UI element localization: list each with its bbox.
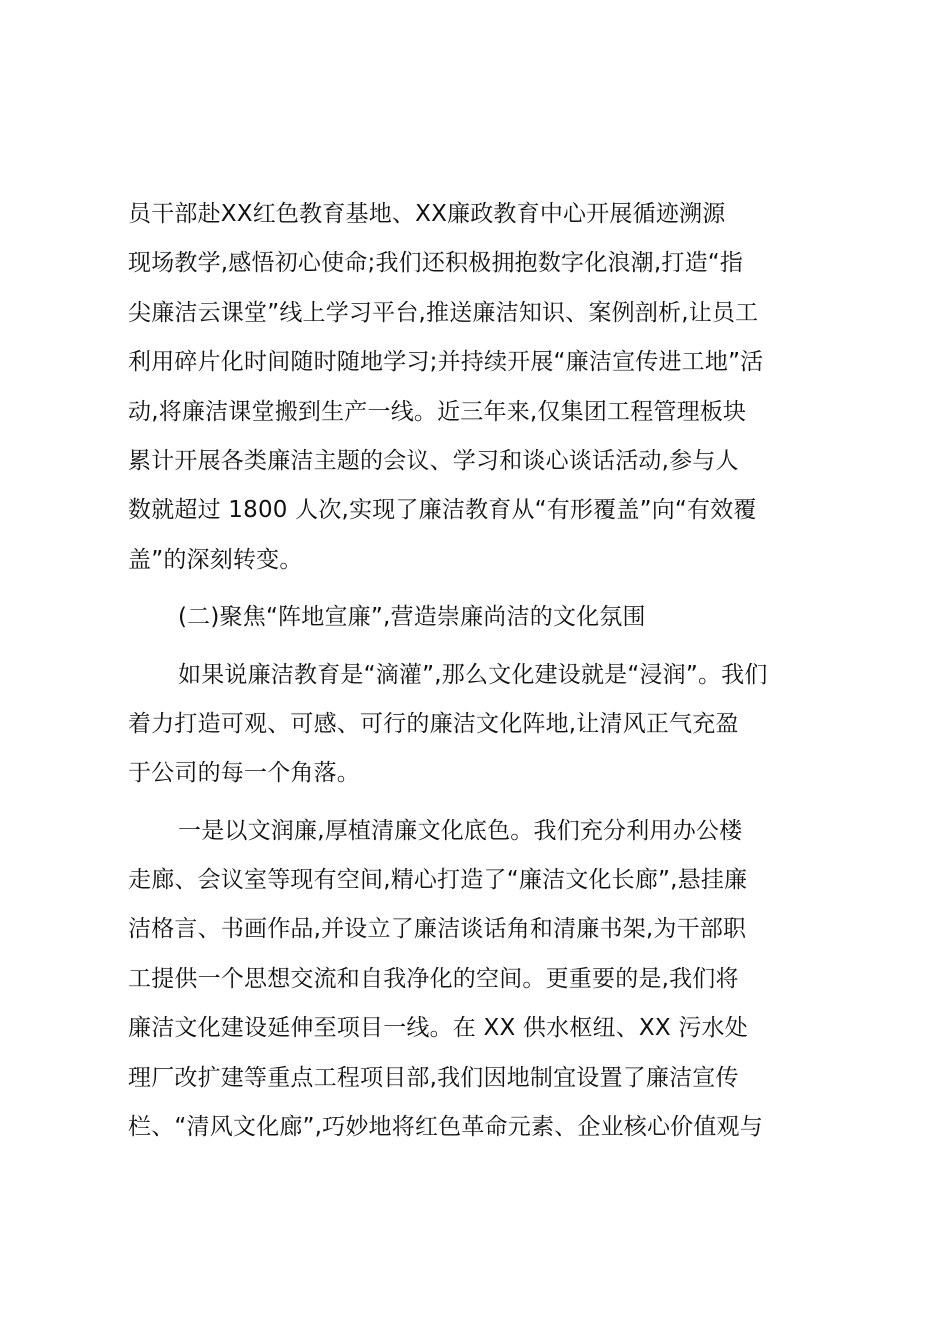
text-line: 栏、“清风文化廊”,巧妙地将红色革命元素、企业核心价值观与 — [128, 1114, 763, 1141]
text-line: 盖”的深刻转变。 — [128, 546, 303, 573]
paragraph-3 — [128, 807, 828, 1153]
paragraph-spacer — [128, 643, 828, 651]
text-line: 一是以文润廉,厚植清廉文化底色。我们充分利用办公楼 — [178, 817, 743, 844]
text-line: 着力打造可观、可感、可行的廉洁文化阵地,让清风正气充盈 — [128, 710, 739, 737]
section-heading — [128, 593, 828, 642]
text-line: 数就超过 1800 人次,实现了廉洁教育从“有形覆盖”向“有效覆 — [128, 497, 757, 524]
paragraph-1 — [128, 190, 828, 585]
text-line: 累计开展各类廉洁主题的会议、学习和谈心谈话活动,参与人 — [128, 447, 739, 474]
text-line: 如果说廉洁教育是“滴灌”,那么文化建设就是“浸润”。我们 — [178, 661, 768, 688]
paragraph-spacer — [128, 799, 828, 807]
text-line: 动,将廉洁课堂搬到生产一线。近三年来,仅集团工程管理板块 — [128, 398, 747, 425]
body-text — [128, 190, 828, 1152]
text-line: 现场教学,感悟初心使命;我们还积极拥抱数字化浪潮,打造“指 — [128, 250, 744, 277]
text-line: 廉洁文化建设延伸至项目一线。在 XX 供水枢纽、XX 污水处 — [128, 1015, 748, 1042]
text-line: 理厂改扩建等重点工程项目部,我们因地制宜设置了廉洁宣传 — [128, 1064, 739, 1091]
text-line: 走廊、会议室等现有空间,精心打造了“廉洁文化长廊”,悬挂廉 — [128, 867, 748, 894]
paragraph-spacer — [128, 585, 828, 593]
section-heading-text: (二)聚焦“阵地宣廉”,营造崇廉尚洁的文化氛围 — [178, 604, 646, 631]
text-line: 员干部赴XX红色教育基地、XX廉政教育中心开展循迹溯源 — [128, 201, 726, 227]
paragraph-2 — [128, 651, 828, 799]
text-line: 洁格言、书画作品,并设立了廉洁谈话角和清廉书架,为干部职 — [128, 916, 747, 943]
text-line: 利用碎片化时间随时随地学习;并持续开展“廉洁宣传进工地”活 — [128, 349, 764, 376]
text-line: 于公司的每一个角落。 — [128, 760, 360, 787]
text-line: 尖廉洁云课堂”线上学习平台,推送廉洁知识、案例剖析,让员工 — [128, 299, 759, 326]
text-line: 工提供一个思想交流和自我净化的空间。更重要的是,我们将 — [128, 965, 739, 992]
